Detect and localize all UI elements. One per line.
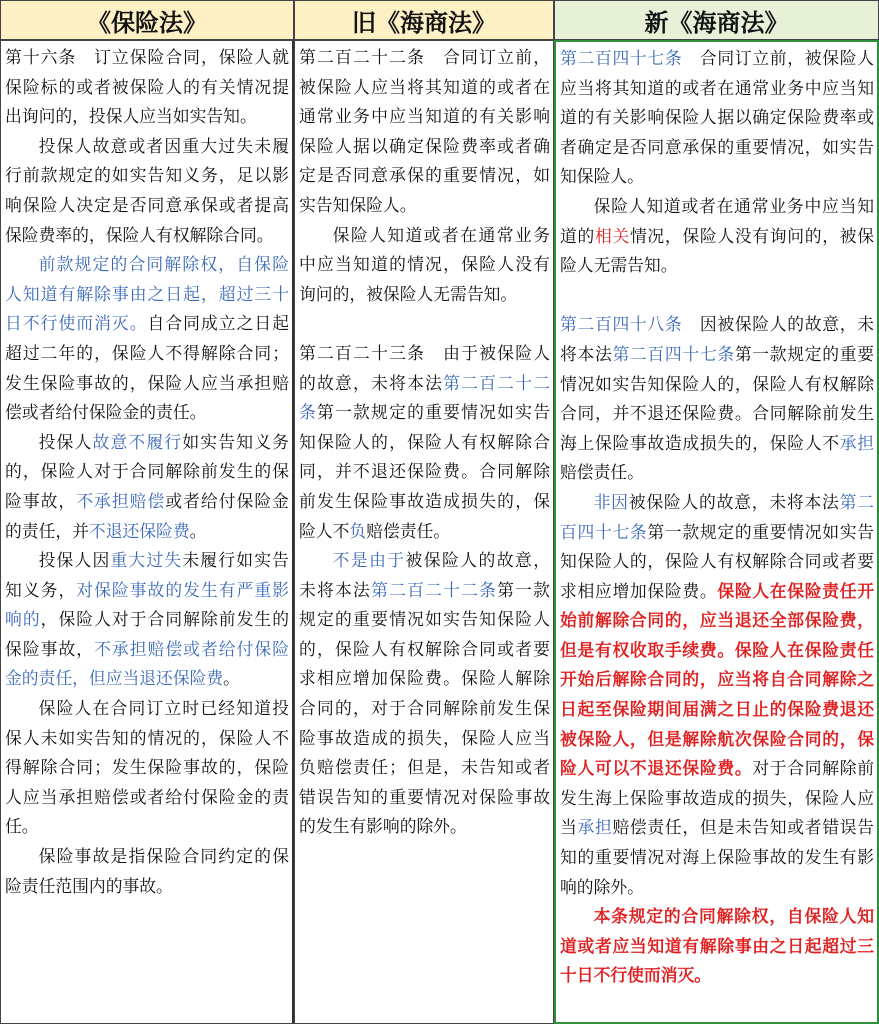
header-insurance-law: 《保险法》 xyxy=(0,0,294,40)
highlight-text: 故意不履行 xyxy=(92,431,183,452)
article-number: 第二百四十八条 xyxy=(560,314,683,335)
article-247-clause-2 xyxy=(560,192,874,281)
highlight-text: 前款规定的合同解除权，自保险人知道有解除事由之日起，超过三十日不行使而消灭。 xyxy=(5,254,289,334)
article-number: 第二百四十七条 xyxy=(560,48,683,68)
article-16-clause-6: 保险人在合同订立时已经知道投保人未如实告知的情况的，保险人不得解除合同；发生保险事故的，保险人应当承担赔偿或者给付保险金的责任。 xyxy=(5,698,289,837)
article-223-clause-2 xyxy=(299,546,550,842)
clause-text: 被保险人的故意，未将本法 xyxy=(628,491,840,512)
header-new-maritime-law: 新《海商法》 xyxy=(554,0,879,40)
clause-text: 投保人 xyxy=(38,431,93,452)
clause-text: 合同订立前，被保险人应当将其知道的或者在通常业务中应当知道的有关影响保险人据以确定保险费率或者确定是否同意承保的重要情况，如实告知保险人。 xyxy=(560,48,874,187)
highlight-text: 承担 xyxy=(839,432,874,453)
clause-text: 未履行如实告知义务， xyxy=(5,550,289,600)
spacer xyxy=(560,281,874,311)
article-16-clause-7: 保险事故是指保险合同约定的保险责任范围内的事故。 xyxy=(5,846,289,896)
article-16-clause-4 xyxy=(5,428,289,546)
article-reference: 第二百四十七条 xyxy=(612,343,735,364)
article-16-clause-3 xyxy=(5,250,289,428)
clause-text: 保险人知道或者在通常业务中应当知道的 xyxy=(560,195,874,246)
spacer xyxy=(299,309,550,339)
clause-text: 或者给付保险金的责任，并 xyxy=(5,490,289,541)
clause-text: 。 xyxy=(223,668,240,689)
article-222-clause-2: 保险人知道或者在通常业务中应当知道的情况，保险人没有询问的，被保险人无需告知。 xyxy=(299,224,550,304)
clause-text: 被保险人的故意，未将本法 xyxy=(299,550,550,600)
clause-text: 赔偿责任。 xyxy=(366,520,451,541)
article-248-clause-2 xyxy=(560,488,874,902)
clause-text: 如实告知义务的，保险人对于合同解除前发生的保险事故， xyxy=(5,431,289,511)
column-old-maritime-law xyxy=(294,40,554,1024)
highlight-text: 不承担赔偿或者给付保险金的责任，但应当退还保险费 xyxy=(5,638,289,689)
article-248-clause-3: 本条规定的合同解除权，自保险人知道或者应当知道有解除事由之日起超过三十日不行使而消灭。 xyxy=(560,906,874,986)
clause-text: 对于合同解除前发生海上保险事故造成的损失，保险人应当 xyxy=(560,758,874,838)
clause-text: 。 xyxy=(189,520,207,541)
highlight-text: 负 xyxy=(349,520,367,541)
article-223-clause-1 xyxy=(299,339,550,546)
new-text: 保险人在保险责任开始前解除合同的，应当退还全部保险费，但是有权收取手续费。保险人在保险责任开始后解除合同的，应当将自合同解除之日起至保险期间届满之日止的保险费退还被保险人，但是解除航次保险合同的，保险人可以不退还保险费。 xyxy=(560,580,874,779)
highlight-text: 非因 xyxy=(593,491,629,512)
article-16-clause-1: 第十六条 订立保险合同，保险人就保险标的或者被保险人的有关情况提出询问的，投保人应当如实告知。 xyxy=(5,47,289,127)
article-reference: 第二百四十七条 xyxy=(560,491,874,542)
article-247-clause-1 xyxy=(560,44,874,192)
clause-text: 自合同成立之日起超过二年的，保险人不得解除合同；发生保险事故的，保险人应当承担赔偿或者给付保险金的责任。 xyxy=(5,313,289,423)
highlight-text: 不退还保险费 xyxy=(88,520,190,541)
highlight-text: 不承担赔偿 xyxy=(76,490,166,511)
highlight-text: 不是由于 xyxy=(332,550,406,571)
article-reference: 第二百二十二条 xyxy=(299,372,550,423)
article-248-clause-1 xyxy=(560,310,874,488)
article-16-clause-5 xyxy=(5,546,289,694)
highlight-text: 承担 xyxy=(577,817,613,838)
clause-text: 第一款规定的重要情况如实告知保险人的，保险人有权解除合同或者要求相应增加保险费。保险人解除合同的，对于合同解除前发生保险事故造成的损失，保险人应当负赔偿责任；但是，未告知或者错误告知的重要情况对保险事故的发生有影响的除外。 xyxy=(299,579,550,837)
article-reference: 第二百二十二条 xyxy=(371,579,498,600)
clause-text: ，保险人对于合同解除前发生的保险事故， xyxy=(5,609,289,659)
clause-text: 第二百二十三条 由于被保险人的故意，未将本法 xyxy=(299,342,550,393)
clause-text: 投保人因 xyxy=(38,550,111,571)
highlight-text: 重大过失 xyxy=(110,550,183,571)
column-new-maritime-law xyxy=(554,40,879,1024)
clause-text: 因被保险人的故意，未将本法 xyxy=(560,314,874,364)
clause-text: 赔偿责任。 xyxy=(560,462,644,483)
article-16-clause-2: 投保人故意或者因重大过失未履行前款规定的如实告知义务，足以影响保险人决定是否同意承保或者提高保险费率的，保险人有权解除合同。 xyxy=(5,135,289,245)
clause-text: 第一款规定的重要情况如实告知保险人的，保险人有权解除合同或者要求相应增加保险费。 xyxy=(560,521,874,601)
clause-text: 赔偿责任，但是未告知或者错误告知的重要情况对海上保险事故的发生有影响的除外。 xyxy=(560,817,874,897)
header-old-maritime-law: 旧《海商法》 xyxy=(294,0,554,40)
article-222-clause-1: 第二百二十二条 合同订立前，被保险人应当将其知道的或者在通常业务中应当知道的有关影响保险人据以确定保险费率或者确定是否同意承保的重要情况，如实告知保险人。 xyxy=(299,47,550,215)
clause-text: 第一款规定的重要情况如实告知保险人的，保险人有权解除合同，并不退还保险费。合同解除前发生海上保险事故造成损失的，保险人不 xyxy=(560,343,874,453)
column-insurance-law xyxy=(0,40,294,1024)
highlight-text: 对保险事故的发生有严重影响的 xyxy=(5,579,289,630)
clause-text: 第一款规定的重要情况如实告知保险人的，保险人有权解除合同，并不退还保险费。合同解除前发生保险事故造成损失的，保险人不 xyxy=(299,402,550,541)
changed-text: 相关 xyxy=(594,225,630,246)
clause-text: 情况，保险人没有询问的，被保险人无需告知。 xyxy=(560,225,874,276)
